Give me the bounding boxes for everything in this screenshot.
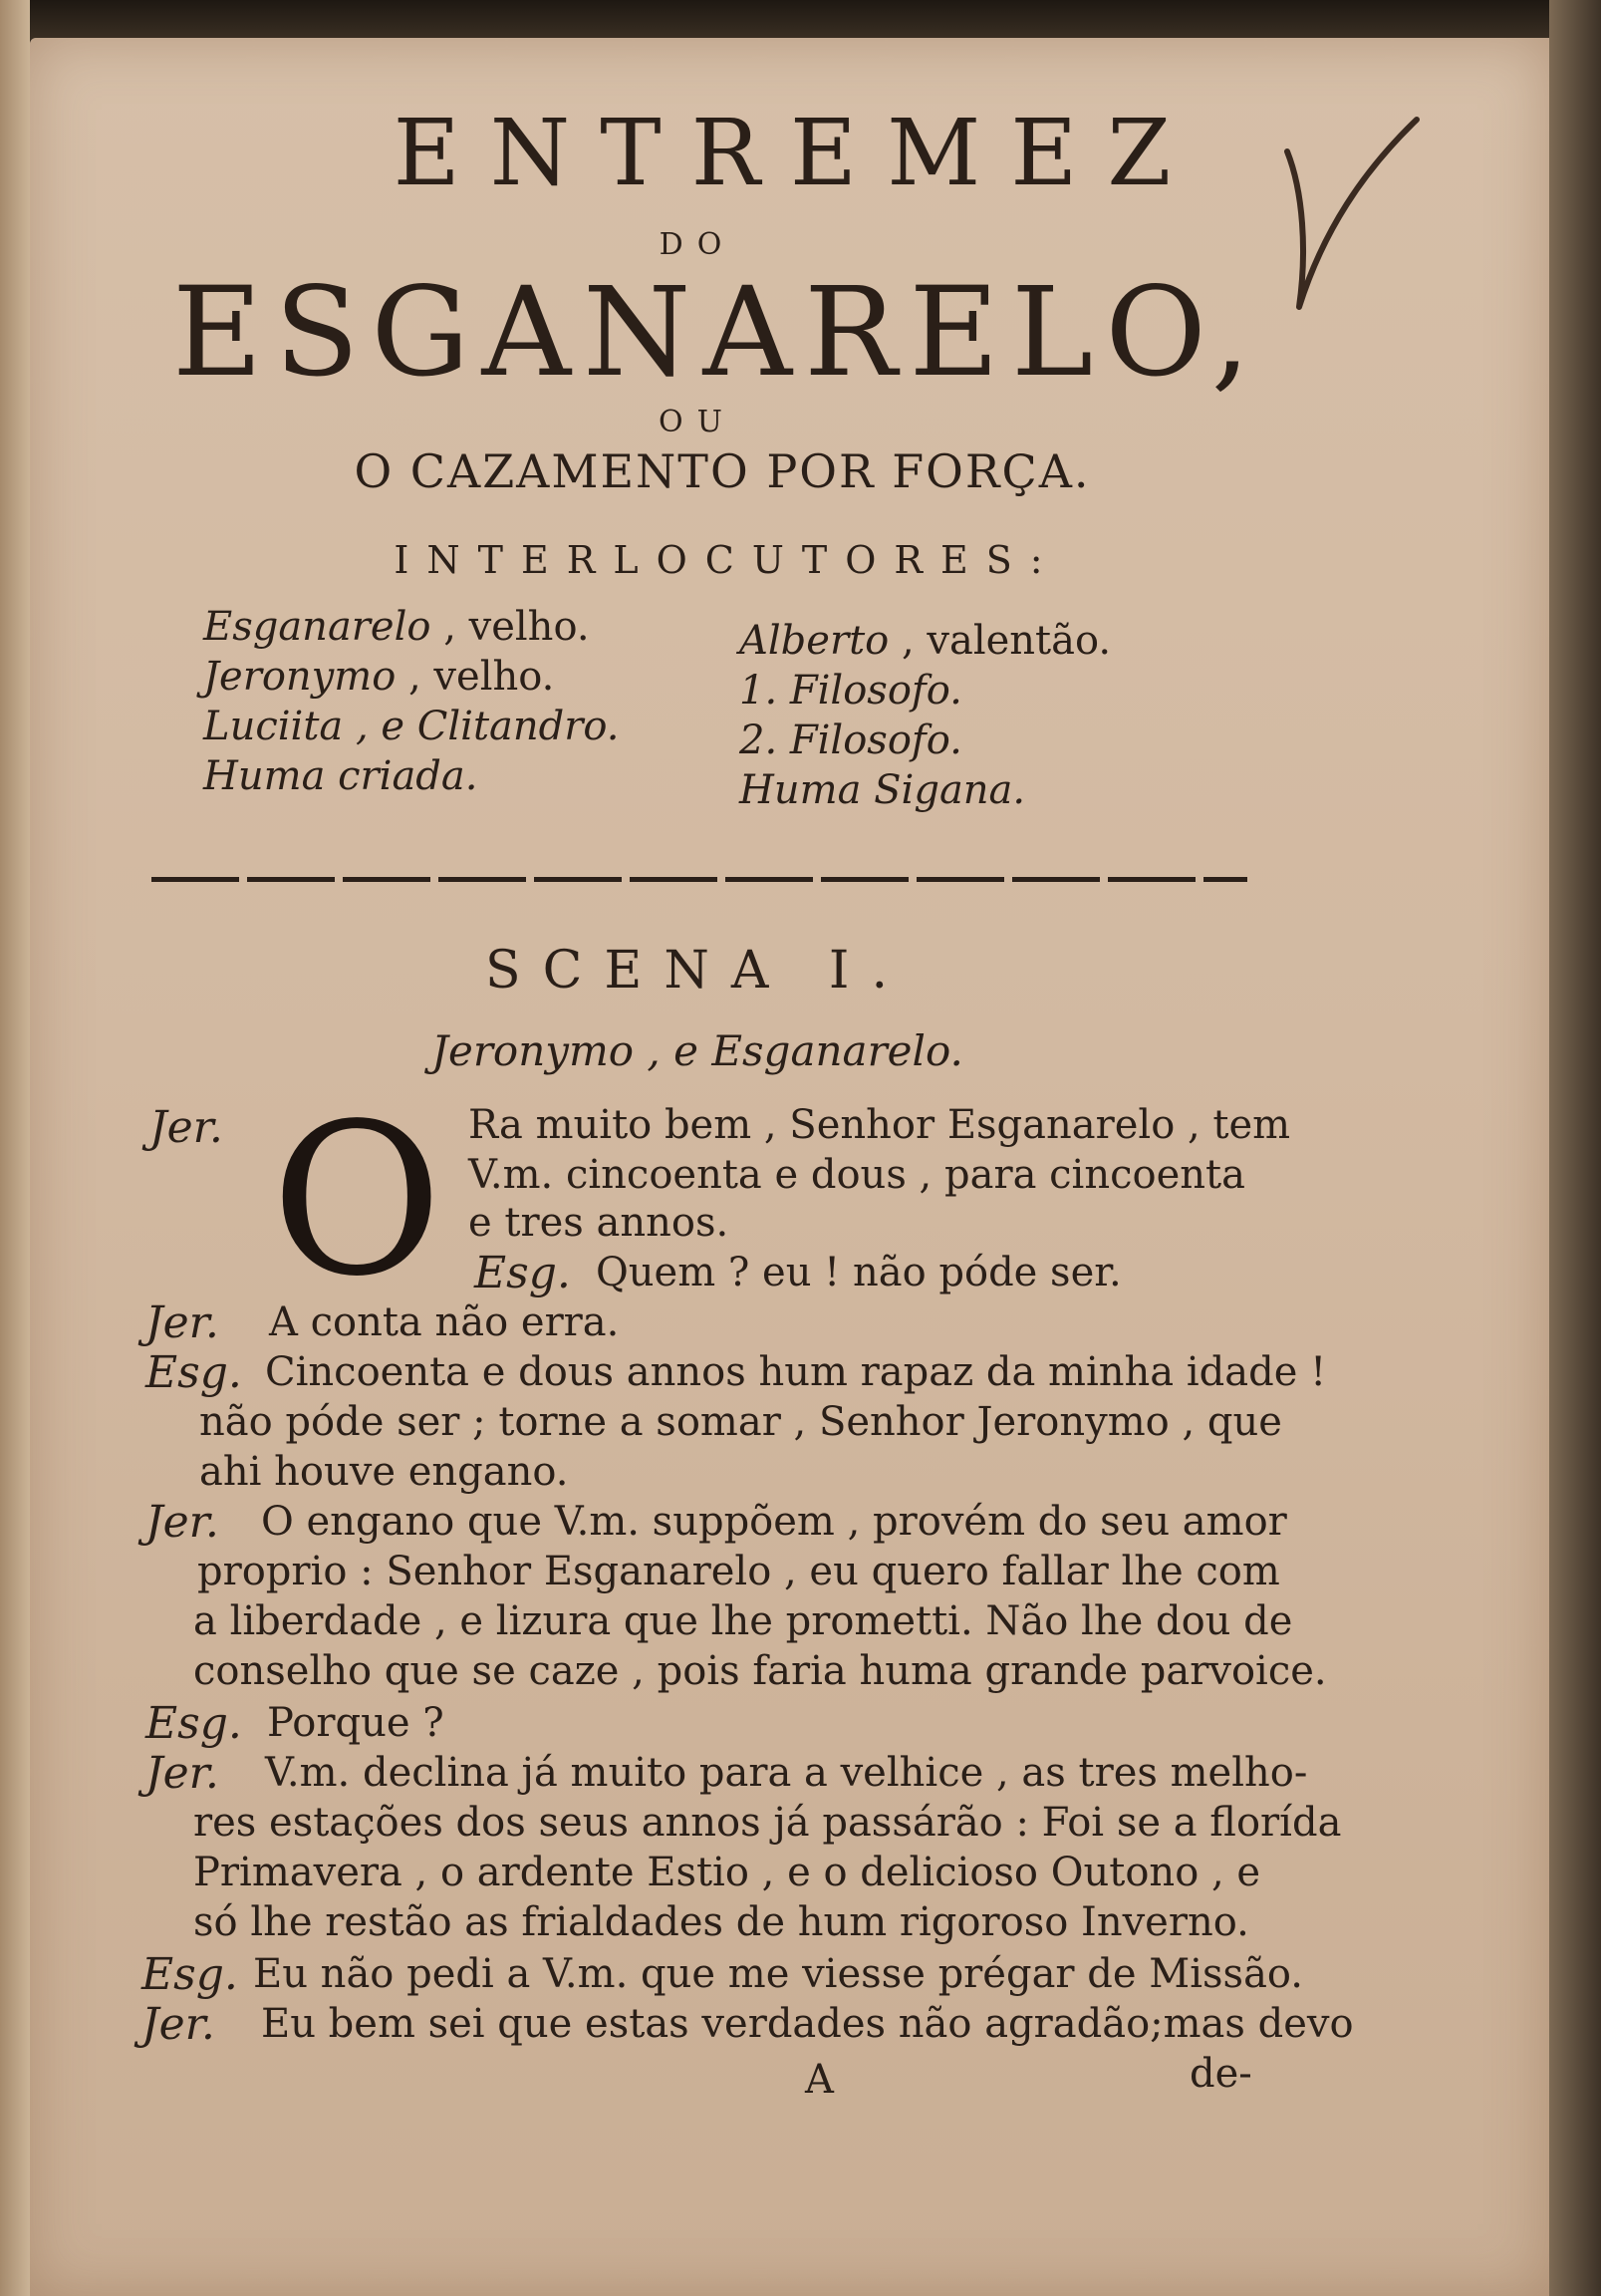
speaker-label: Jer. <box>149 1102 223 1153</box>
dialogue-line: V.m. cincoenta e dous , para cincoenta <box>468 1152 1245 1198</box>
speaker-label: Esg. <box>145 1347 242 1398</box>
dialogue-line: não póde ser ; torne a somar , Senhor Jeronymo , que <box>199 1399 1282 1445</box>
dialogue-line: res estações dos seus annos já passárão : Foi se a florída <box>193 1800 1342 1846</box>
dialogue-line: Ra muito bem , Senhor Esganarelo , tem <box>468 1102 1291 1148</box>
dialogue-line: Quem ? eu ! não póde ser. <box>596 1250 1122 1295</box>
cast-left-3 <box>203 704 619 749</box>
cast-role: , velho. <box>443 604 590 650</box>
speaker-label: Esg. <box>141 1949 238 2000</box>
cast-left-1 <box>203 604 590 650</box>
speaker-label: Jer. <box>145 1297 219 1348</box>
speaker-label: Jer. <box>141 1999 215 2050</box>
cast-role: , velho. <box>408 654 555 700</box>
cast-name: Luciita <box>203 704 344 749</box>
dialogue-line: ahi houve engano. <box>199 1449 569 1495</box>
scene-persons: Jeronymo , e Esganarelo. <box>431 1026 963 1075</box>
dialogue-line: Primavera , o ardente Estio , e o delicioso Outono , e <box>193 1850 1261 1895</box>
speaker-label: Esg. <box>474 1248 571 1298</box>
cast-role: , valentão. <box>901 618 1112 664</box>
dialogue-line: Porque ? <box>267 1700 444 1746</box>
dialogue-line: A conta não erra. <box>269 1299 620 1345</box>
cast-right-1 <box>739 618 1111 664</box>
dialogue-line: conselho que se caze , pois faria huma grande parvoice. <box>193 1648 1327 1694</box>
interlocutores-heading: INTERLOCUTORES: <box>394 538 1061 582</box>
dialogue-line: O engano que V.m. suppõem , provém do seu amor <box>261 1499 1287 1545</box>
catchword: de- <box>1190 2051 1252 2097</box>
dialogue-line: Eu bem sei que estas verdades não agradão;mas devo <box>261 2001 1354 2047</box>
speaker-label: Jer. <box>145 1748 219 1799</box>
drop-cap: O <box>271 1078 443 1322</box>
cast-left-2 <box>203 654 554 700</box>
subtitle: O CAZAMENTO POR FORÇA. <box>354 444 1091 498</box>
dialogue-line: Cincoenta e dous annos hum rapaz da minha idade ! <box>265 1349 1327 1395</box>
cast-left-4: Huma criada. <box>203 753 478 799</box>
signature-mark: A <box>805 2057 834 2103</box>
handwritten-check-icon <box>1283 112 1423 311</box>
cast-right-4: Huma Sigana. <box>739 767 1026 813</box>
cast-name: Alberto <box>739 618 890 664</box>
dialogue-line: só lhe restão as frialdades de hum rigoroso Inverno. <box>193 1899 1249 1945</box>
dialogue-line: V.m. declina já muito para a velhice , as tres melho- <box>265 1750 1308 1796</box>
dialogue-line: e tres annos. <box>468 1200 729 1246</box>
speaker-label: Esg. <box>145 1698 242 1749</box>
cast-role: , e Clitandro. <box>355 704 620 749</box>
title-connector-do: DO <box>659 227 736 262</box>
scene-heading: SCENA I. <box>484 941 911 1001</box>
cast-right-2: 1. Filosofo. <box>739 668 962 714</box>
top-shadow <box>0 0 1601 40</box>
dialogue-line: a liberdade , e lizura que lhe prometti. Não lhe dou de <box>193 1598 1293 1644</box>
title-connector-ou: OU <box>659 405 736 439</box>
decorative-rule <box>151 877 1247 882</box>
cast-name: Esganarelo <box>203 604 431 650</box>
dialogue-line: Eu não pedi a V.m. que me viesse prégar de Missão. <box>253 1951 1304 1997</box>
page-edge <box>1549 0 1601 2296</box>
cast-right-3: 2. Filosofo. <box>739 718 962 763</box>
book-spine <box>0 0 30 2296</box>
speaker-label: Jer. <box>145 1497 219 1548</box>
title-line1: ENTREMEZ <box>393 100 1201 206</box>
dialogue-line: proprio : Senhor Esganarelo , eu quero fallar lhe com <box>197 1549 1280 1594</box>
title-line2: ESGANARELO, <box>171 261 1263 405</box>
cast-name: Jeronymo <box>203 654 397 700</box>
